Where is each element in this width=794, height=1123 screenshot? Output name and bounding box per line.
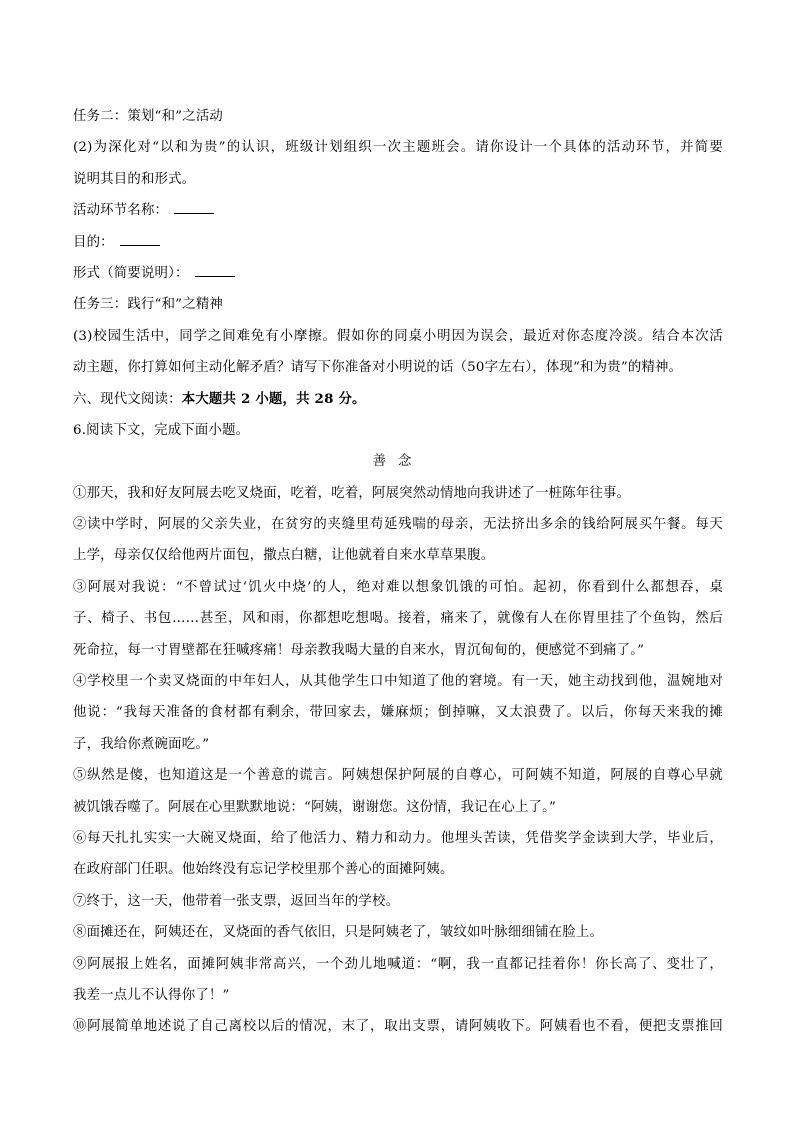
article-line: 在政府部门任职。他始终没有忘记学校里那个善心的面摊阿姨。 (73, 862, 454, 878)
article-line: ②读中学时，阿展的父亲失业，在贫穷的夹缝里苟延残喘的母亲，无法挤出多余的钱给阿展买午餐。每天 (73, 517, 723, 533)
document-content (73, 101, 723, 1043)
article-line: ③阿展对我说：“不曾试过‘饥火中烧’的人，绝对难以想象饥饿的可怕。起初，你看到什么都想吞，桌 (73, 579, 723, 595)
article-line: ⑩阿展简单地述说了自己离校以后的情况，末了，取出支票，请阿姨收下。阿姨看也不看，便把支票推回 (73, 1019, 723, 1035)
section-6-heading-prefix: 六、现代文阅读： (73, 391, 182, 407)
article-line: ⑥每天扎扎实实一大碗叉烧面，给了他活力、精力和动力。他埋头苦读，凭借奖学金读到大学，毕业后， (73, 830, 723, 846)
article-body (73, 478, 723, 1043)
article-line: 子，我给你煮碗面吃。” (73, 736, 210, 752)
field-goal (73, 227, 723, 258)
field-activity-name-label: 活动环节名称： (73, 203, 169, 219)
article-line: ④学校里一个卖叉烧面的中年妇人，从其他学生口中知道了他的窘境。有一天，她主动找到他，温婉地对 (73, 674, 723, 690)
section-6-heading (73, 384, 723, 415)
article-line: ⑤纵然是傻，也知道这是一个善意的谎言。阿姨想保护阿展的自尊心，可阿姨不知道，阿展的自尊心早就 (73, 768, 723, 784)
task3-title: 任务三：践行“和”之精神 (73, 297, 223, 313)
article-line: 上学，母亲仅仅给他两片面包，撒点白糖，让他就着自来水草草果腹。 (73, 548, 495, 564)
article-line: 他说：“我每天准备的食材都有剩余，带回家去，嫌麻烦；倒掉嘛，又太浪费了。以后，你每天来我的摊 (73, 705, 723, 721)
article-line: ⑧面摊还在，阿姨还在，叉烧面的香气依旧，只是阿姨老了，皱纹如叶脉细细铺在脸上。 (73, 925, 604, 941)
article-line: 被饥饿吞噬了。阿展在心里默默地说：“阿姨，谢谢您。这份情，我记在心上了。” (73, 799, 557, 815)
field-form (73, 258, 723, 289)
question-3-line-2: 动主题，你打算如何主动化解矛盾？请写下你准备对小明说的话（50字左右），体现“和为贵”的精神。 (73, 360, 683, 376)
article-line: ①那天，我和好友阿展去吃叉烧面，吃着，吃着，阿展突然动情地向我讲述了一桩陈年往事。 (73, 485, 631, 501)
article-line: 死命拉，每一寸胃壁都在狂喊疼痛！母亲教我喝大量的自来水，胃沉甸甸的，便感觉不到痛了。” (73, 642, 645, 658)
article-line: ⑨阿展报上姓名，面摊阿姨非常高兴，一个劲儿地喊道：“啊，我一直都记挂着你！你长高了、变壮了， (73, 956, 723, 972)
question-2-line-2: 说明其目的和形式。 (73, 171, 196, 187)
question-3-line-1: (3)校园生活中，同学之间难免有小摩擦。假如你的同桌小明因为误会，最近对你态度冷淡。结合本次活 (73, 328, 723, 344)
article-line: 我差一点儿不认得你了！” (73, 987, 230, 1003)
answer-blank (120, 232, 160, 246)
article-line: 子、椅子、书包……甚至，风和雨，你都想吃想喝。接着，痛来了，就像有人在你胃里挂了个鱼钩，然后 (73, 611, 723, 627)
question-2-line-1: (2)为深化对“以和为贵”的认识，班级计划组织一次主题班会。请你设计一个具体的活动环节，并简要 (73, 140, 723, 156)
field-goal-label: 目的： (73, 234, 114, 250)
section-6-heading-bold: 本大题共 2 小题，共 28 分。 (181, 390, 366, 407)
reading-instruction: 6.阅读下文，完成下面小题。 (73, 422, 250, 438)
answer-blank (174, 200, 214, 214)
field-form-label: 形式（简要说明）： (73, 265, 189, 281)
answer-blank (195, 263, 235, 277)
task2-title: 任务二：策划“和”之活动 (73, 109, 223, 124)
article-line: ⑦终于，这一天，他带着一张支票，返回当年的学校。 (73, 893, 400, 909)
field-activity-name (73, 195, 723, 226)
article-title: 善念 (372, 454, 424, 470)
